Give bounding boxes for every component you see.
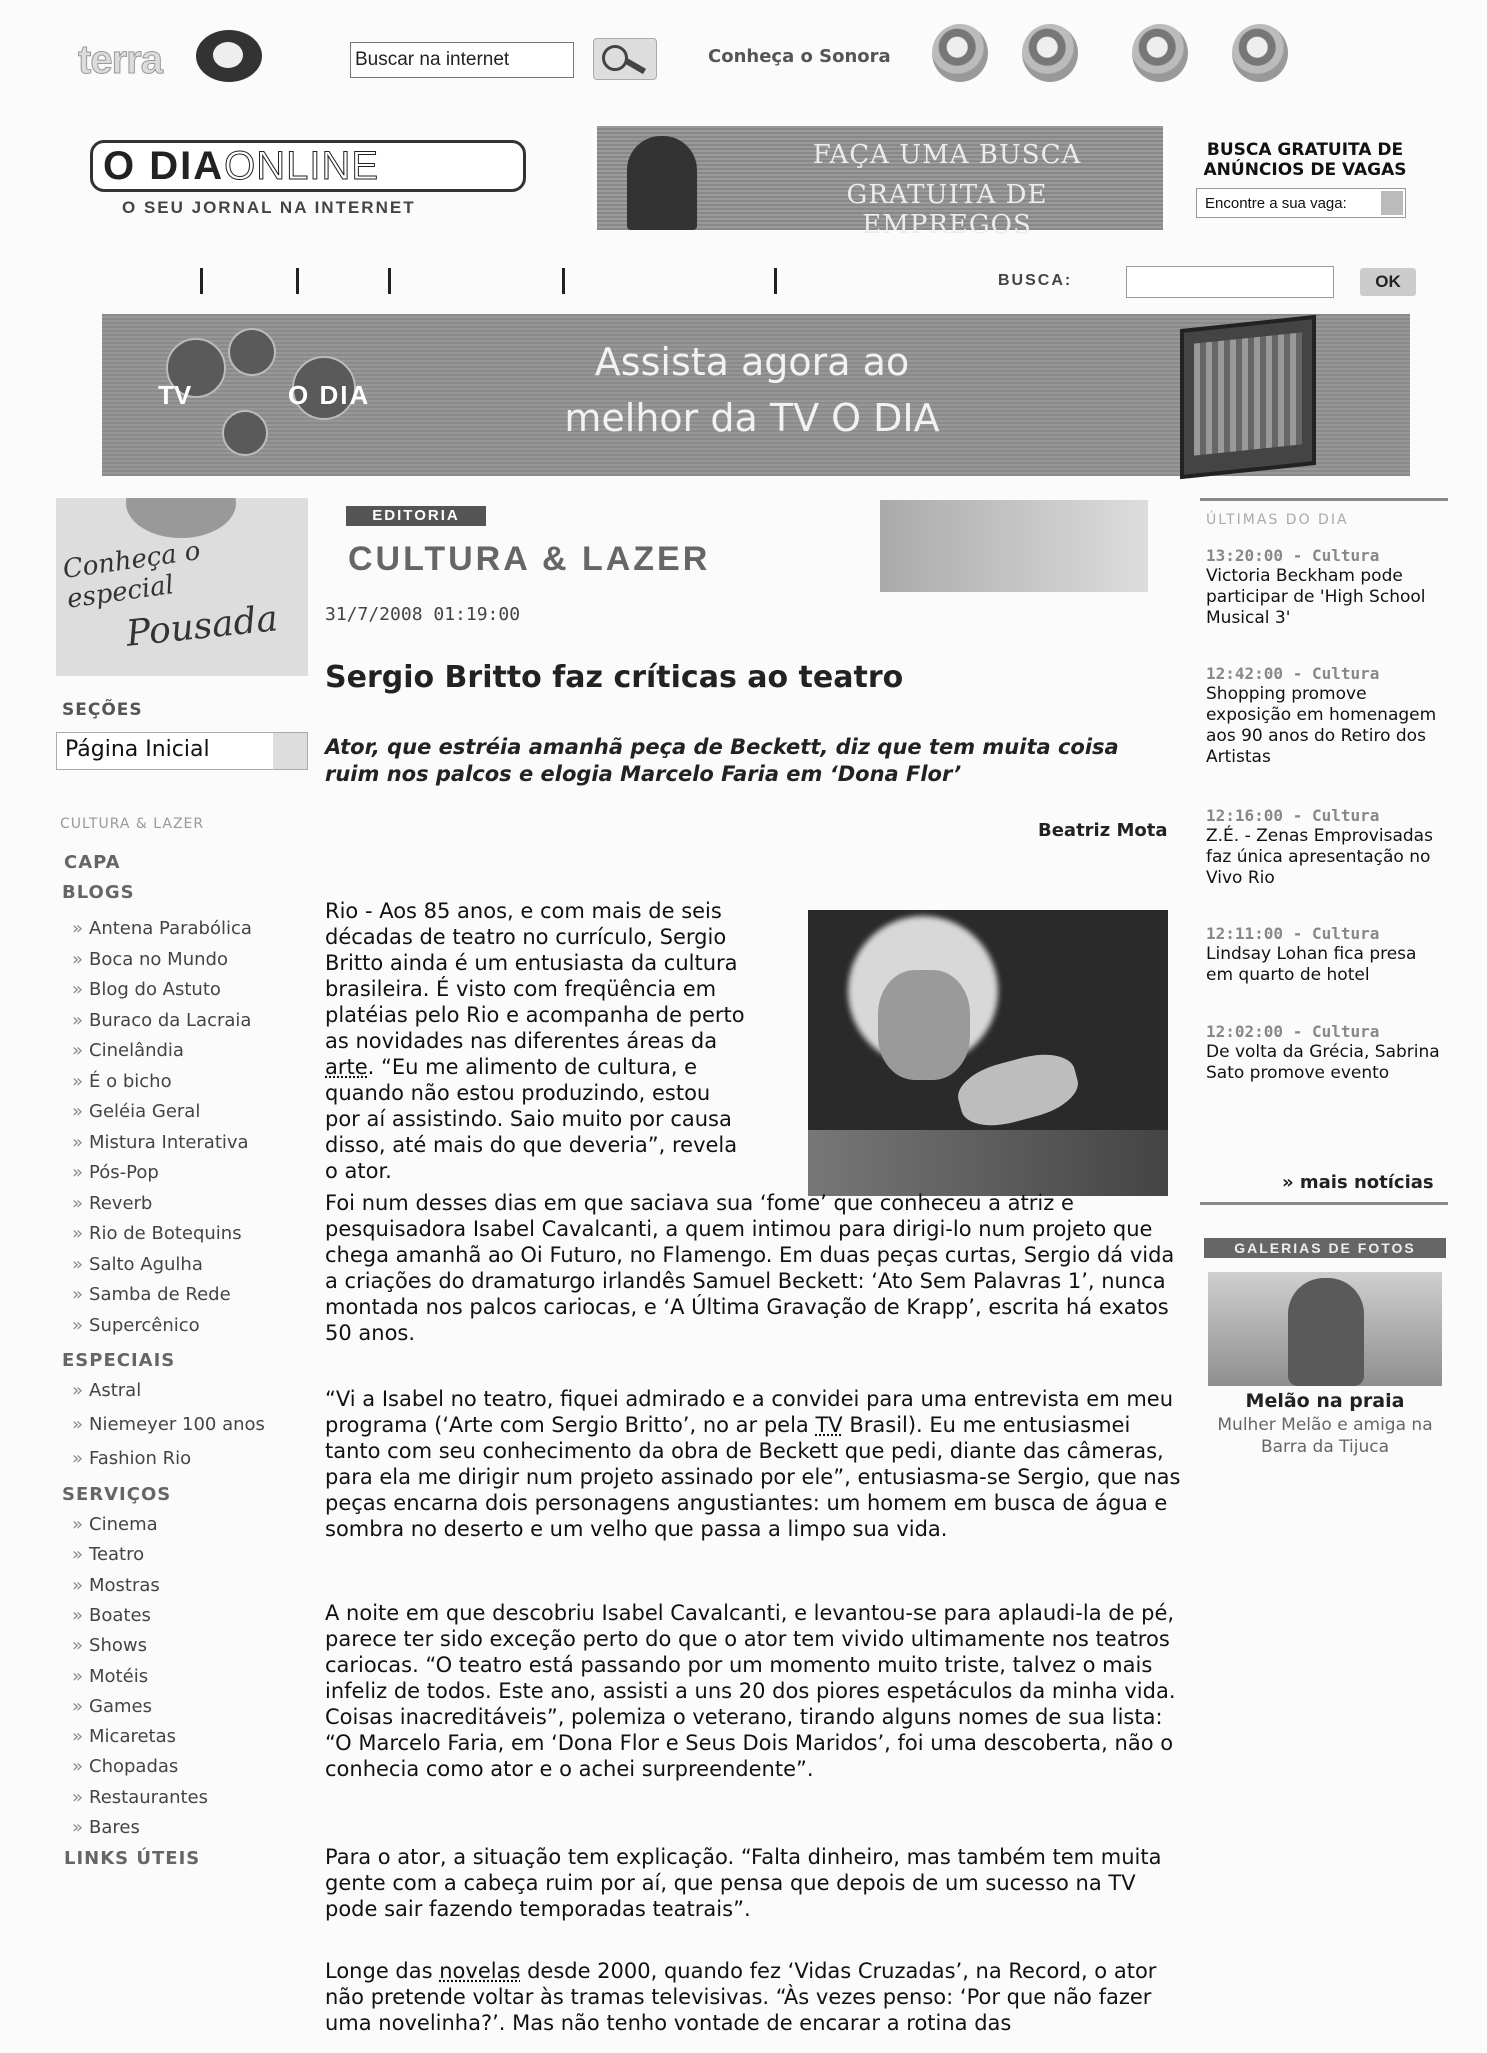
terra-logo-text: terra: [78, 38, 162, 82]
especial-item[interactable]: [72, 1414, 265, 1435]
news-headline-link[interactable]: Z.É. - Zenas Emprovisadas faz única apresentação no Vivo Rio: [1206, 826, 1433, 888]
vagas-title: BUSCA GRATUITA DE ANÚNCIOS DE VAGAS: [1203, 140, 1407, 180]
especial-item[interactable]: [72, 1380, 141, 1401]
news-headline-link[interactable]: Shopping promove exposição em homenagem aos 90 anos do Retiro dos Artistas: [1206, 684, 1437, 767]
nav-divider: [388, 268, 391, 294]
editoria-tag: EDITORIA: [346, 506, 486, 526]
chevron-right-icon: »: [72, 1253, 84, 1275]
especial-label: Fashion Rio: [89, 1448, 192, 1469]
servico-label: Games: [89, 1695, 152, 1717]
chevron-right-icon: »: [72, 1665, 84, 1687]
gallery-photo[interactable]: [1208, 1272, 1442, 1386]
blog-item[interactable]: [72, 1132, 249, 1153]
chevron-right-icon: »: [72, 1040, 84, 1061]
portal-icon[interactable]: [1232, 24, 1288, 82]
blog-label: Supercênico: [89, 1314, 200, 1336]
chevron-right-icon: »: [72, 1544, 84, 1566]
odia-tagline: O SEU JORNAL NA INTERNET: [122, 198, 416, 217]
blog-item[interactable]: [72, 1010, 251, 1031]
right-column-rule: [1200, 1202, 1448, 1205]
news-time: 12:16:00 - Cultura: [1206, 806, 1380, 825]
site-search-ok-button[interactable]: OK: [1360, 268, 1416, 296]
promo-line-2: Pousada: [124, 598, 280, 655]
blog-label: Cinelândia: [89, 1040, 184, 1061]
servico-item[interactable]: [72, 1696, 152, 1717]
article-date: 31/7/2008 01:19:00: [325, 604, 521, 625]
nav-blogs-label: BLOGS: [62, 882, 135, 903]
tv-logo-text: TV: [158, 380, 192, 410]
blog-item[interactable]: [72, 1315, 200, 1336]
secoes-select[interactable]: [56, 732, 308, 770]
tv-icon[interactable]: [932, 24, 988, 82]
web-search-button[interactable]: [593, 38, 657, 80]
secoes-selected-value: Página Inicial: [65, 737, 210, 762]
blog-label: Pós-Pop: [89, 1162, 159, 1183]
odia-logo[interactable]: [90, 140, 526, 192]
especial-item[interactable]: [72, 1448, 191, 1469]
site-search-label: BUSCA:: [998, 272, 1073, 289]
gallery-caption: Mulher Melão e amiga na Barra da Tijuca: [1217, 1415, 1433, 1457]
news-time: 12:42:00 - Cultura: [1206, 664, 1380, 683]
search-icon: [602, 45, 628, 71]
jobs-search-banner[interactable]: [597, 126, 1163, 240]
blog-label: Boca no Mundo: [89, 948, 228, 970]
chevron-right-icon: »: [72, 1223, 84, 1244]
blog-item[interactable]: [72, 949, 228, 970]
chevron-right-icon: »: [72, 1070, 84, 1092]
blog-label: Reverb: [89, 1192, 153, 1214]
servico-item[interactable]: [72, 1514, 158, 1535]
tv-banner-line-1: Assista agora ao: [594, 340, 910, 384]
chevron-right-icon: »: [72, 1131, 84, 1153]
blog-item[interactable]: [72, 918, 252, 939]
paragraph-text: “Vi a Isabel no teatro, fiquei admirado e a convidei para uma entrevista em meu programa (‘Arte com Sergio Britto’, no ar pela: [325, 1387, 1174, 1437]
chevron-right-icon: »: [72, 1635, 84, 1657]
banner-line-1: FAÇA UMA BUSCA: [812, 140, 1082, 170]
galerias-label: GALERIAS DE FOTOS: [1204, 1238, 1446, 1258]
servico-label: Mostras: [89, 1574, 160, 1596]
mais-noticias-link[interactable]: » mais notícias: [1282, 1172, 1434, 1193]
chevron-right-icon: »: [72, 918, 84, 939]
blog-label: Blog do Astuto: [89, 979, 221, 1000]
servico-label: Cinema: [89, 1514, 158, 1535]
terra-logo-ball: [196, 30, 262, 82]
article-paragraph: A noite em que descobriu Isabel Cavalcanti, e levantou-se para aplaudi-la de pé, parece ter sido exceção perto do que o ator tem vivido ultimamente nos teatros cariocas. “O teatro está passando por um momento muito triste, talvez o mais infeliz de todos. Este ano, assisti a uns 20 dos piores espetáculos da minha vida. Coisas inacreditáveis”, polemiza o veterano, tirando alguns nomes de sua lista: “O Marcelo Faria, em ‘Dona Flor e Seus Dois Maridos’, foi uma descoberta, não o conhecia como ator e o achei surpreendente”.: [325, 1601, 1176, 1781]
servico-label: Micaretas: [89, 1726, 177, 1748]
nav-servicos-label: SERVIÇOS: [62, 1484, 172, 1505]
article-title: Sergio Britto faz críticas ao teatro: [325, 660, 904, 695]
chevron-right-icon: »: [72, 1756, 84, 1778]
vagas-search-field[interactable]: [1196, 188, 1406, 218]
banner-line-2: GRATUITA DE EMPREGOS: [846, 180, 1048, 240]
chevron-right-icon: »: [72, 1695, 84, 1717]
blog-item[interactable]: [72, 1040, 184, 1061]
nav-links-uteis[interactable]: LINKS ÚTEIS: [64, 1848, 201, 1869]
servico-label: Teatro: [89, 1544, 145, 1566]
servico-item[interactable]: [72, 1605, 151, 1626]
news-headline-link[interactable]: Victoria Beckham pode participar de 'High School Musical 3': [1206, 566, 1426, 628]
servico-item[interactable]: [72, 1575, 160, 1596]
chevron-right-icon: »: [72, 979, 84, 1000]
chevron-right-icon: »: [72, 1817, 84, 1838]
article-paragraph: [325, 1958, 1185, 2036]
news-time: 12:11:00 - Cultura: [1206, 924, 1380, 943]
tv-banner-line-2: melhor da TV O DIA: [564, 396, 940, 440]
nav-divider: [774, 268, 777, 294]
paragraph-text: Rio - Aos 85 anos, e com mais de seis décadas de teatro no currículo, Sergio Britto ainda é um entusiasta da cultura brasileira. É visto com freqüência em platéias pelo Rio e acompanha de perto as novidades nas diferentes áreas da: [325, 899, 745, 1053]
blog-label: Antena Parabólica: [89, 918, 252, 939]
chevron-right-icon: »: [72, 1162, 84, 1183]
promo-line-1: Conheça o especial: [61, 536, 203, 615]
servico-label: Restaurantes: [89, 1786, 209, 1808]
article-paragraph: Foi num desses dias em que saciava sua ‘fome’ que conheceu a atriz e pesquisadora Isabel Cavalcanti, a quem intimou para dirigi-lo num projeto que chega amanhã ao Oi Futuro, no Flamengo. Em duas peças curtas, Sergio dá vida a criações do dramaturgo irlandês Samuel Beckett: ‘Ato Sem Palavras 1’, nunca montada nos palcos cariocas, e ‘A Última Gravação de Krapp’, escrita há exatos 50 anos.: [325, 1191, 1175, 1345]
servico-item[interactable]: [72, 1726, 176, 1747]
sonora-link[interactable]: Conheça o Sonora: [708, 46, 891, 67]
ultimas-label: ÚLTIMAS DO DIA: [1206, 512, 1349, 528]
link-arte[interactable]: arte: [325, 1055, 368, 1079]
blog-item[interactable]: [72, 1193, 152, 1214]
servico-label: Boates: [89, 1604, 151, 1626]
chevron-right-icon: »: [72, 1284, 84, 1305]
article-paragraph: [325, 898, 745, 1184]
odia-logo-bold: O DIA: [103, 143, 225, 188]
article-subtitle: Ator, que estréia amanhã peça de Beckett, diz que tem muita coisa ruim nos palcos e elogia Marcelo Faria em ‘Dona Flor’: [325, 735, 1119, 786]
article-paragraph: Para o ator, a situação tem explicação. “Falta dinheiro, mas também tem muita gente com a cabeça ruim por aí, que pensa que depois de um sucesso na TV pode sair fazendo temporadas teatrais”.: [325, 1845, 1162, 1921]
servico-item[interactable]: [72, 1635, 147, 1656]
chevron-right-icon: »: [72, 1604, 84, 1626]
article-photo: [808, 910, 1168, 1196]
pousada-promo[interactable]: [56, 498, 308, 676]
web-search-input[interactable]: Buscar na internet: [350, 42, 574, 78]
news-time: 13:20:00 - Cultura: [1206, 546, 1380, 565]
servico-label: Motéis: [89, 1665, 149, 1687]
article-paragraph: [325, 1386, 1185, 1542]
chevron-right-icon: »: [72, 1786, 84, 1808]
servico-label: Chopadas: [89, 1756, 179, 1778]
right-column-rule: [1200, 498, 1448, 501]
blog-item[interactable]: [72, 979, 221, 1000]
news-time: 12:02:00 - Cultura: [1206, 1022, 1380, 1041]
blog-label: Salto Agulha: [89, 1253, 203, 1275]
odia-logo-thin: ONLINE: [224, 143, 380, 188]
link-tv[interactable]: TV: [815, 1413, 843, 1437]
servico-label: Bares: [89, 1817, 140, 1838]
paragraph-text: Brasil). Eu me entusiasmei tanto com seu conhecimento da obra de Beckett que pedi, diante das câmeras, para ela me dirigir num projeto assinado por ele”, entusiasma-se Sergio, que nas peças encarna dois personagens angustiantes: um homem em busca de água e sombra no deserto e um velho que passa a limpo sua vida.: [325, 1413, 1181, 1541]
chevron-right-icon: »: [72, 1009, 84, 1031]
chevron-right-icon: »: [72, 1726, 84, 1748]
tv-logo-odia: O DIA: [288, 380, 371, 410]
chevron-right-icon: »: [72, 1380, 84, 1401]
section-title: CULTURA & LAZER: [348, 540, 711, 578]
editoria-nav-label: CULTURA & LAZER: [60, 816, 205, 832]
blog-label: Rio de Botequins: [89, 1223, 242, 1244]
chevron-down-icon: [273, 733, 307, 769]
vagas-field-label: Encontre a sua vaga:: [1205, 195, 1347, 212]
blog-label: Samba de Rede: [89, 1284, 231, 1305]
section-header-image: [880, 500, 1148, 592]
servico-label: Shows: [89, 1635, 147, 1657]
blog-item[interactable]: [72, 1162, 159, 1183]
site-search-input[interactable]: [1126, 266, 1334, 298]
chevron-right-icon: »: [72, 948, 84, 970]
email-icon[interactable]: [1022, 24, 1078, 82]
tv-screen-image: [1180, 315, 1316, 479]
tv-odia-banner[interactable]: [102, 314, 1410, 476]
blog-label: Geléia Geral: [89, 1101, 201, 1122]
blog-label: É o bicho: [89, 1070, 172, 1092]
blog-item[interactable]: [72, 1071, 172, 1092]
nav-capa[interactable]: CAPA: [64, 852, 121, 873]
chevron-right-icon: »: [72, 1574, 84, 1596]
nav-divider: [562, 268, 565, 294]
chevron-right-icon: »: [72, 1414, 84, 1435]
servico-item[interactable]: [72, 1666, 148, 1687]
blog-label: Mistura Interativa: [89, 1131, 249, 1153]
chevron-right-icon: »: [72, 1101, 84, 1122]
especial-label: Niemeyer 100 anos: [89, 1414, 265, 1435]
banner-woman-image: [627, 136, 697, 230]
nav-divider: [200, 268, 203, 294]
servico-item[interactable]: [72, 1787, 208, 1808]
vagas-go-button[interactable]: [1381, 191, 1403, 215]
tv-logo-circle: [228, 328, 276, 376]
paragraph-text: . “Eu me alimento de cultura, e quando não estou produzindo, estou por aí assistindo. Saio muito por causa disso, até mais do que deveria”, revela o ator.: [325, 1055, 738, 1183]
servico-item[interactable]: [72, 1544, 144, 1565]
secoes-label: SEÇÕES: [62, 700, 143, 720]
servico-item[interactable]: [72, 1756, 178, 1777]
nav-divider: [296, 268, 299, 294]
gallery-title[interactable]: Melão na praia: [1245, 1390, 1405, 1412]
chevron-right-icon: »: [72, 1314, 84, 1336]
blog-item[interactable]: [72, 1223, 242, 1244]
blog-item[interactable]: [72, 1284, 231, 1305]
chevron-right-icon: »: [72, 1448, 84, 1469]
nav-especiais-label: ESPECIAIS: [62, 1350, 176, 1371]
chevron-right-icon: »: [72, 1514, 84, 1535]
servico-item[interactable]: [72, 1817, 140, 1838]
chat-icon[interactable]: [1132, 24, 1188, 82]
news-headline-link[interactable]: De volta da Grécia, Sabrina Sato promove evento: [1206, 1042, 1440, 1083]
news-headline-link[interactable]: Lindsay Lohan fica presa em quarto de hotel: [1206, 944, 1417, 985]
link-novelas[interactable]: novelas: [439, 1959, 521, 1983]
terra-logo[interactable]: [78, 28, 268, 84]
chevron-right-icon: »: [72, 1192, 84, 1214]
paragraph-text: Longe das: [325, 1959, 440, 1983]
article-author: Beatriz Mota: [1038, 820, 1168, 841]
blog-label: Buraco da Lacraia: [89, 1009, 252, 1031]
blog-item[interactable]: [72, 1254, 203, 1275]
tv-logo-circle: [222, 410, 268, 456]
blog-item[interactable]: [72, 1101, 200, 1122]
especial-label: Astral: [89, 1380, 142, 1401]
paragraph-text: desde 2000, quando fez ‘Vidas Cruzadas’, na Record, o ator não pretende voltar às tramas televisivas. “Às vezes penso: ‘Por que não fazer uma novelinha?’. Mas não tenho vontade de encarar a rotina das: [325, 1959, 1157, 2035]
